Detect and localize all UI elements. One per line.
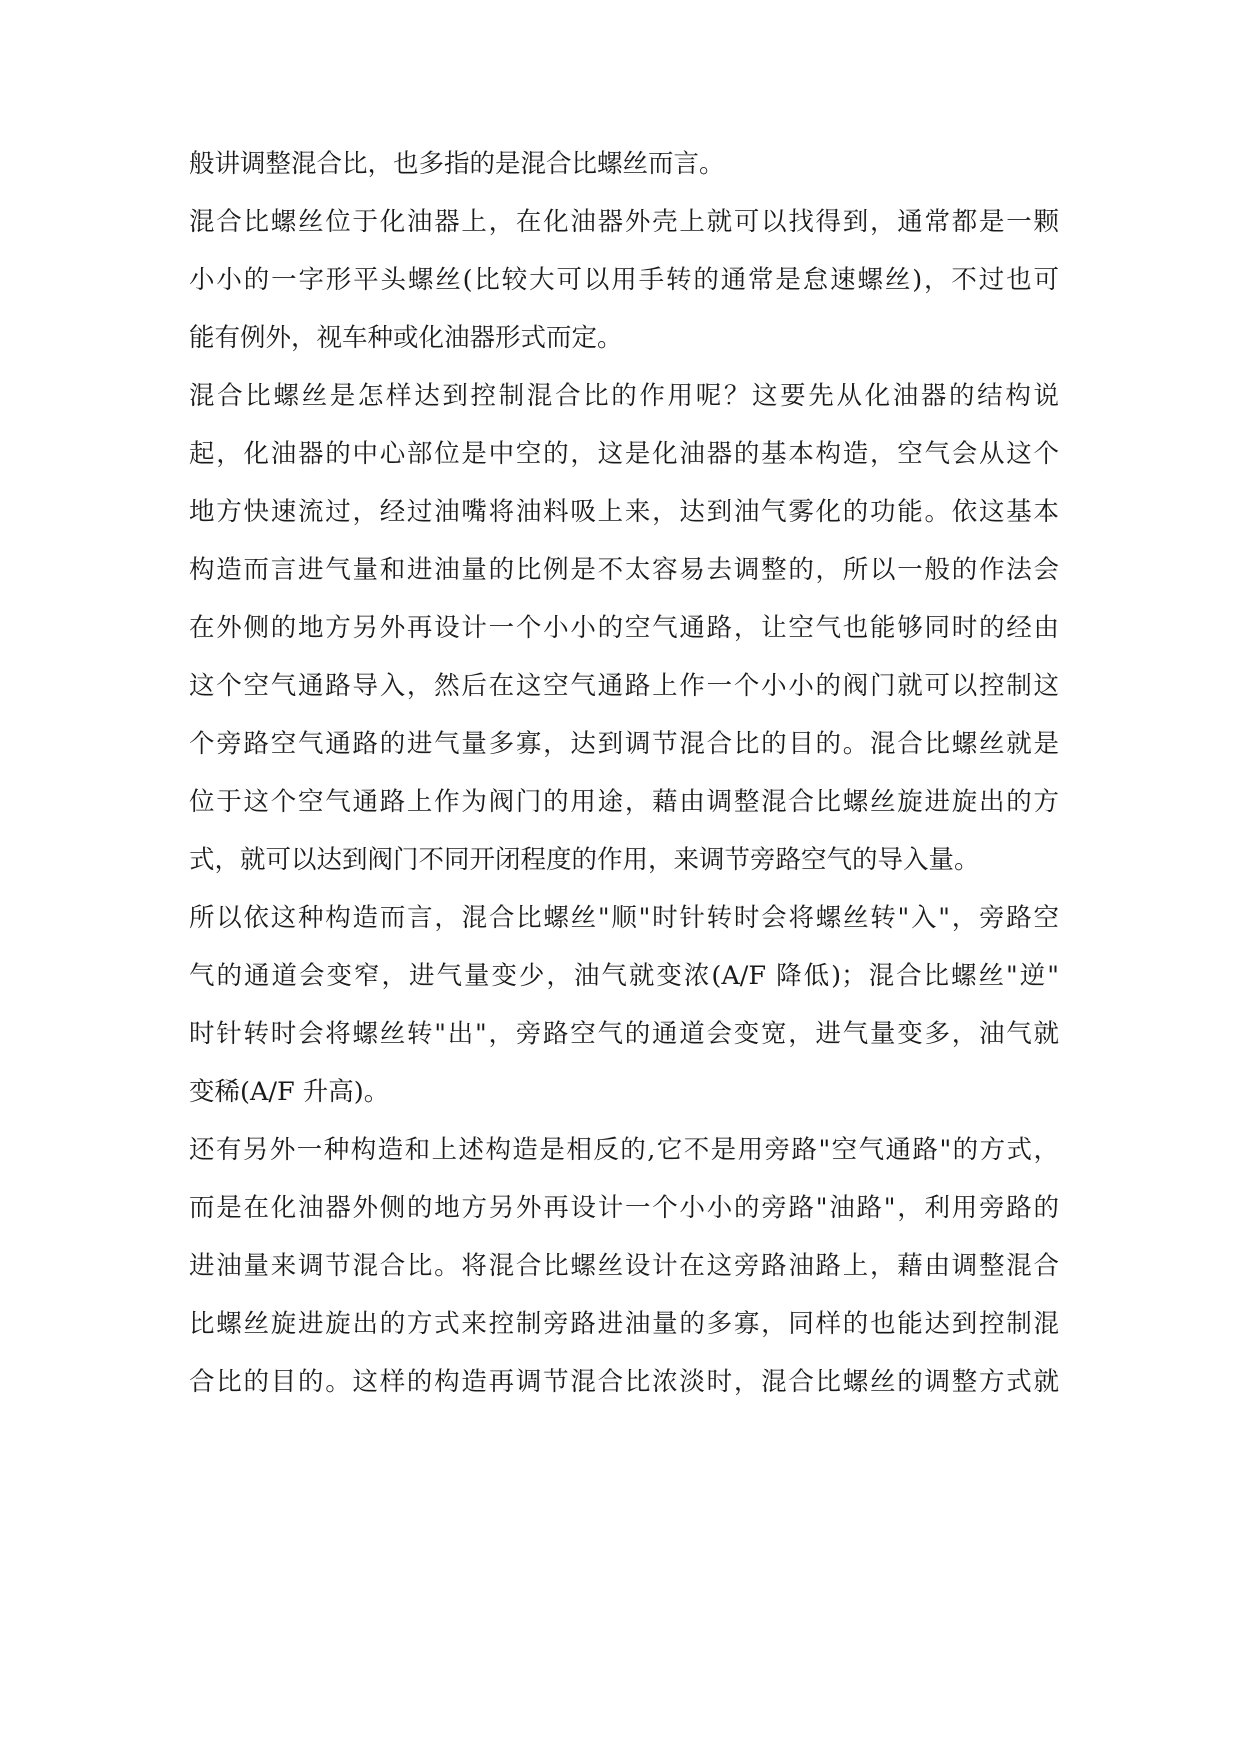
text-line: 还有另外一种构造和上述构造是相反的,它不是用旁路"空气通路"的方式， bbox=[189, 1135, 1059, 1165]
text-line: 个旁路空气通路的进气量多寡，达到调节混合比的目的。混合比螺丝就是 bbox=[189, 729, 1059, 759]
text-line: 般讲调整混合比，也多指的是混合比螺丝而言。 bbox=[189, 149, 725, 179]
text-line: 气的通道会变窄，进气量变少，油气就变浓(A/F 降低)；混合比螺丝"逆" bbox=[189, 961, 1059, 991]
text-line: 比螺丝旋进旋出的方式来控制旁路进油量的多寡，同样的也能达到控制混 bbox=[189, 1309, 1059, 1339]
text-line: 进油量来调节混合比。将混合比螺丝设计在这旁路油路上，藉由调整混合 bbox=[189, 1251, 1059, 1281]
text-line: 能有例外，视车种或化油器形式而定。 bbox=[189, 323, 623, 353]
text-line: 地方快速流过，经过油嘴将油料吸上来，达到油气雾化的功能。依这基本 bbox=[189, 497, 1059, 527]
text-line: 构造而言进气量和进油量的比例是不太容易去调整的，所以一般的作法会 bbox=[189, 555, 1059, 585]
text-line: 式，就可以达到阀门不同开闭程度的作用，来调节旁路空气的导入量。 bbox=[189, 845, 980, 875]
text-line: 在外侧的地方另外再设计一个小小的空气通路，让空气也能够同时的经由 bbox=[189, 613, 1059, 643]
text-line: 起，化油器的中心部位是中空的，这是化油器的基本构造，空气会从这个 bbox=[189, 439, 1059, 469]
text-line: 混合比螺丝位于化油器上，在化油器外壳上就可以找得到，通常都是一颗 bbox=[189, 207, 1059, 237]
text-line: 位于这个空气通路上作为阀门的用途，藉由调整混合比螺丝旋进旋出的方 bbox=[189, 787, 1059, 817]
text-line: 小小的一字形平头螺丝(比较大可以用手转的通常是怠速螺丝)，不过也可 bbox=[189, 265, 1059, 295]
text-line: 变稀(A/F 升高)。 bbox=[189, 1077, 390, 1107]
text-line: 时针转时会将螺丝转"出"，旁路空气的通道会变宽，进气量变多，油气就 bbox=[189, 1019, 1059, 1049]
text-line: 混合比螺丝是怎样达到控制混合比的作用呢？这要先从化油器的结构说 bbox=[189, 381, 1059, 411]
text-line: 而是在化油器外侧的地方另外再设计一个小小的旁路"油路"，利用旁路的 bbox=[189, 1193, 1059, 1223]
text-line: 合比的目的。这样的构造再调节混合比浓淡时，混合比螺丝的调整方式就 bbox=[189, 1367, 1059, 1397]
text-line: 这个空气通路导入，然后在这空气通路上作一个小小的阀门就可以控制这 bbox=[189, 671, 1059, 701]
text-line: 所以依这种构造而言，混合比螺丝"顺"时针转时会将螺丝转"入"，旁路空 bbox=[189, 903, 1059, 933]
